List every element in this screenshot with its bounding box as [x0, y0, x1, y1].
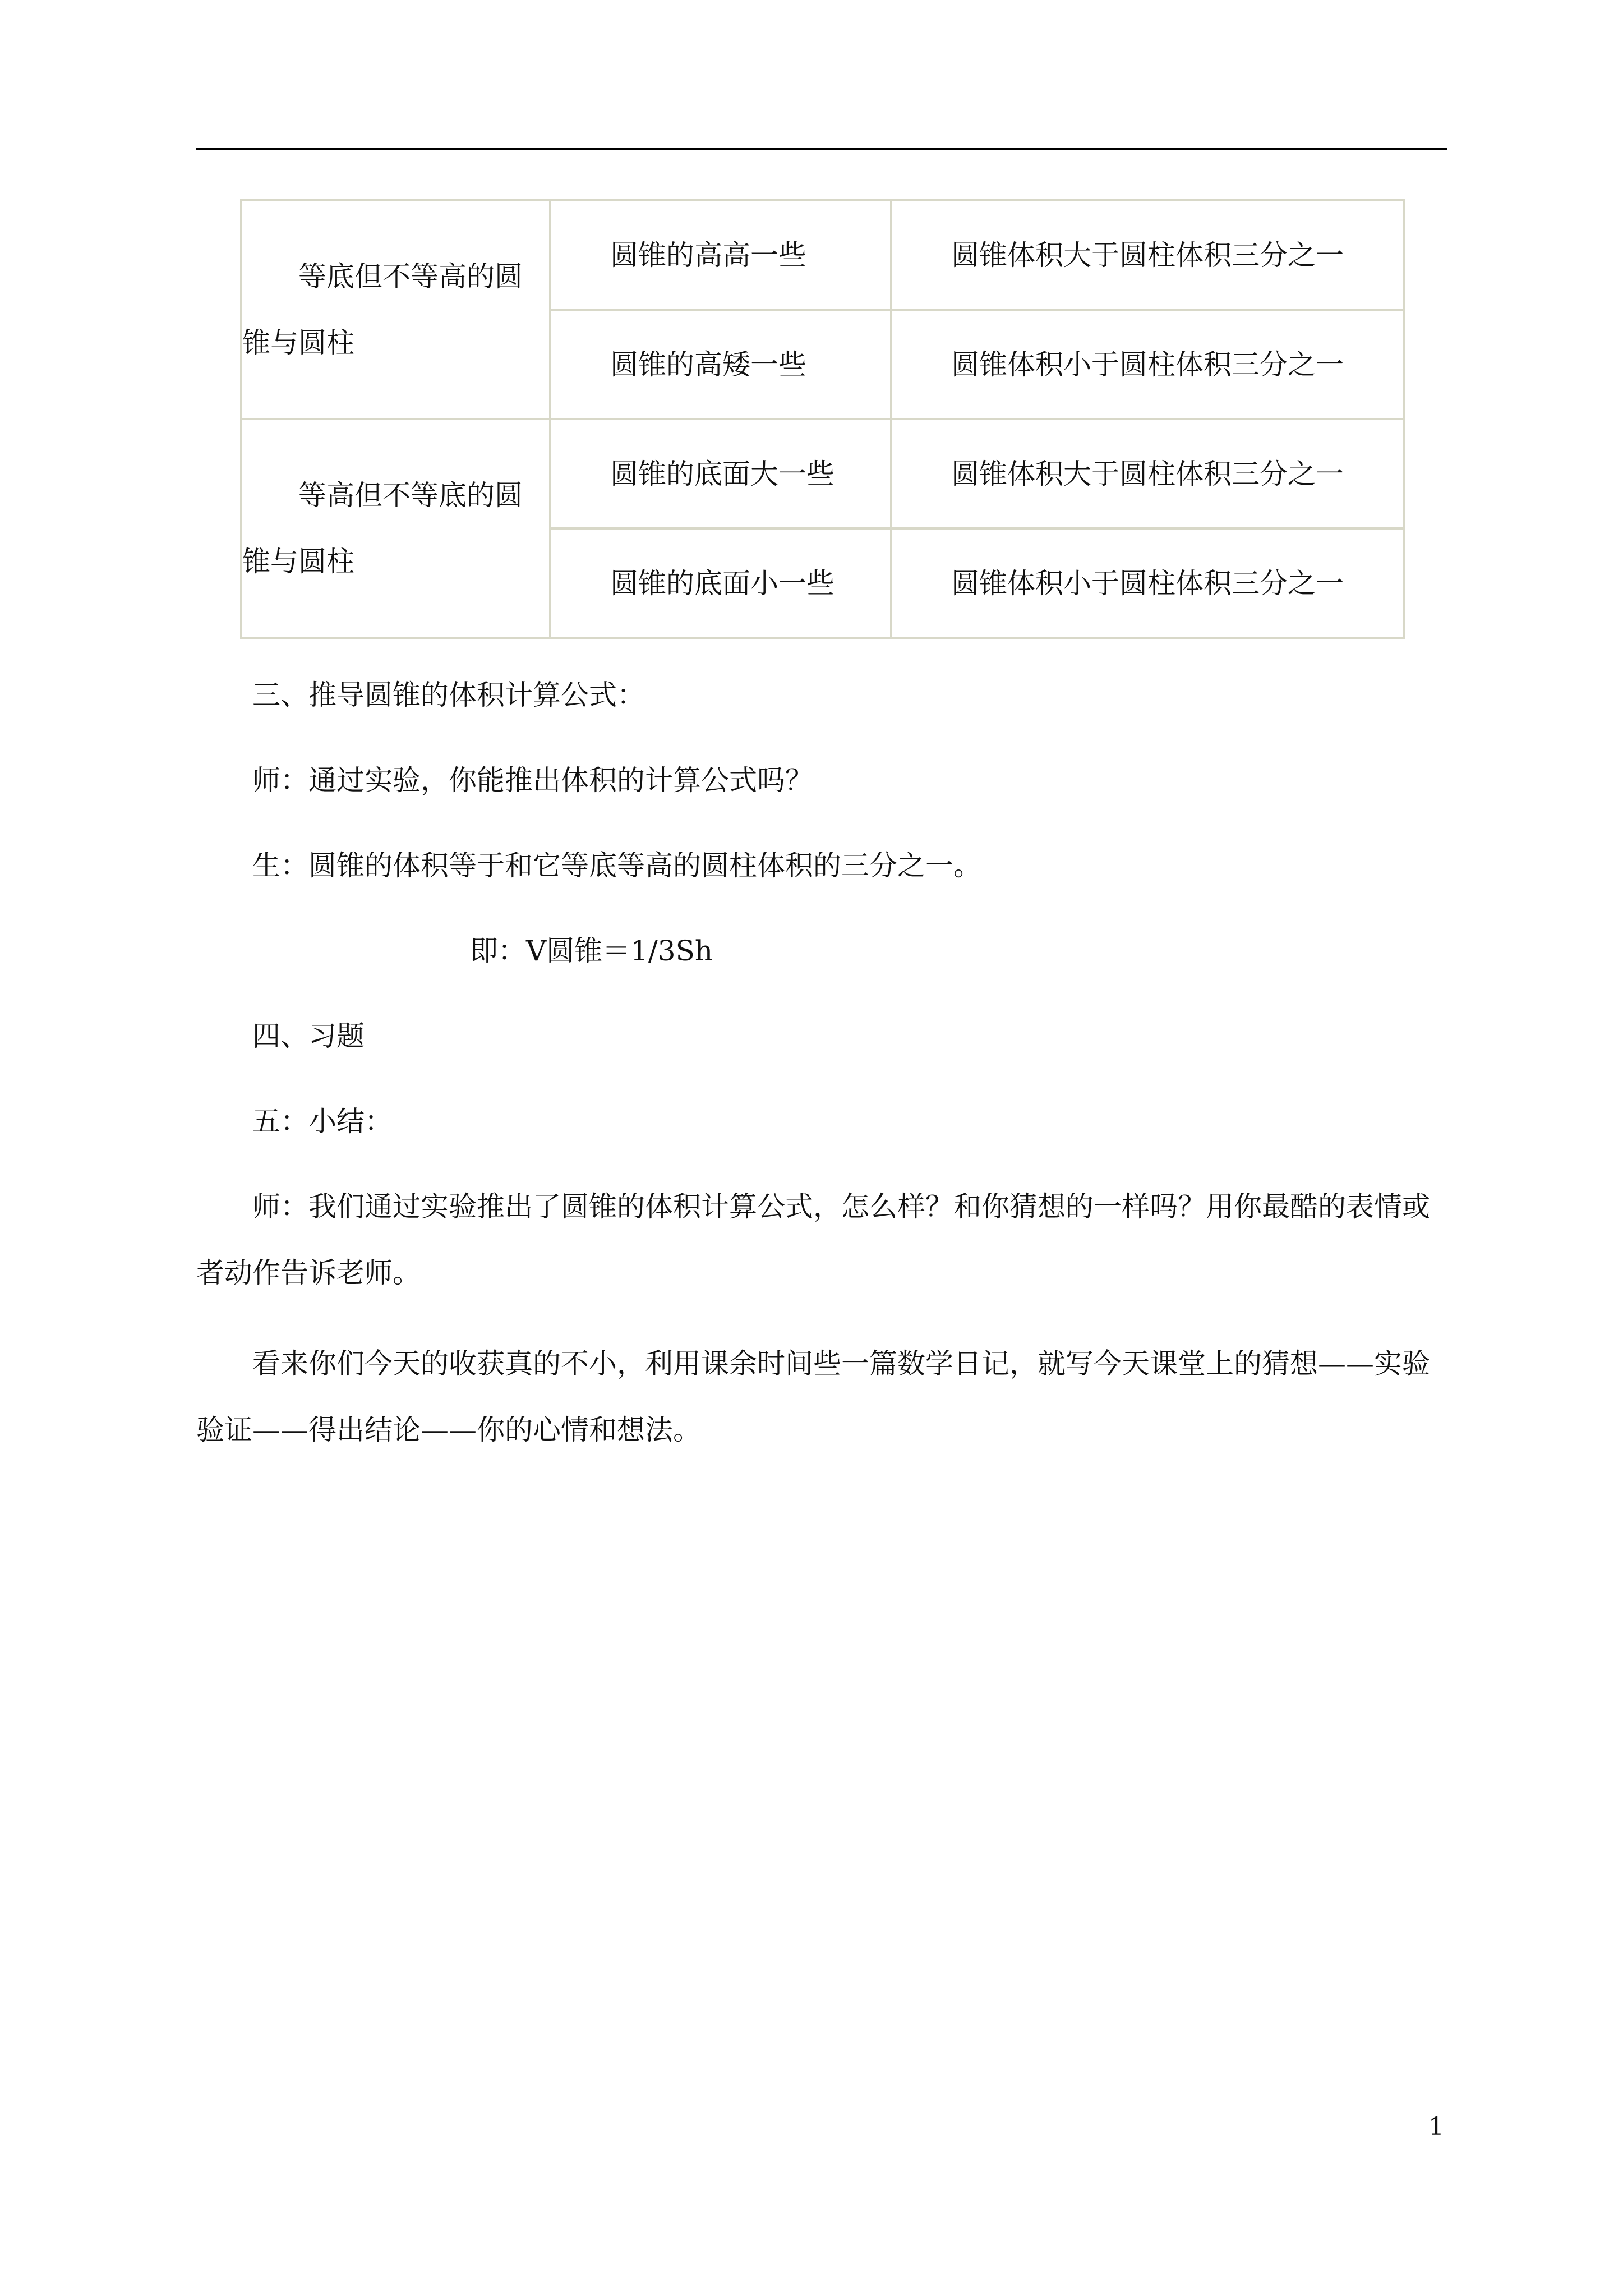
closing-paragraph: 看来你们今天的收获真的不小，利用课余时间些一篇数学日记，就写今天课堂上的猜想——实验验证——得出结论——你的心情和想法。 — [196, 1347, 1430, 1446]
result-cell: 圆锥体积小于圆柱体积三分之一 — [891, 310, 1404, 419]
group-label: 等底但不等高的圆锥与圆柱 — [242, 260, 523, 359]
condition-cell: 圆锥的高矮一些 — [550, 310, 891, 419]
result-cell: 圆锥体积小于圆柱体积三分之一 — [891, 528, 1404, 638]
group-label-cell — [241, 200, 550, 419]
page-number: 1 — [1428, 2113, 1444, 2141]
section-5-heading: 五：小结： — [252, 1105, 393, 1138]
condition-cell: 圆锥的底面大一些 — [550, 419, 891, 528]
group-label-cell — [241, 419, 550, 638]
condition-cell: 圆锥的底面小一些 — [550, 528, 891, 638]
section-4-heading: 四、习题 — [252, 1020, 365, 1052]
teacher-summary: 师：我们通过实验推出了圆锥的体积计算公式，怎么样？和你猜想的一样吗？用你最酷的表情或者动作告诉老师。 — [196, 1190, 1430, 1289]
teacher-question: 师：通过实验，你能推出体积的计算公式吗？ — [252, 764, 813, 797]
table-row — [241, 419, 1404, 528]
section-3-heading: 三、推导圆锥的体积计算公式： — [252, 679, 645, 711]
condition-cell: 圆锥的高高一些 — [550, 200, 891, 310]
header-rule — [196, 148, 1447, 150]
student-answer: 生：圆锥的体积等于和它等底等高的圆柱体积的三分之一。 — [252, 849, 981, 882]
group-label: 等高但不等底的圆锥与圆柱 — [242, 479, 523, 578]
result-cell: 圆锥体积大于圆柱体积三分之一 — [891, 200, 1404, 310]
table-row — [241, 200, 1404, 310]
result-cell: 圆锥体积大于圆柱体积三分之一 — [891, 419, 1404, 528]
volume-formula: 即：V圆锥＝1/3Sh — [470, 935, 713, 967]
comparison-table — [240, 199, 1405, 639]
